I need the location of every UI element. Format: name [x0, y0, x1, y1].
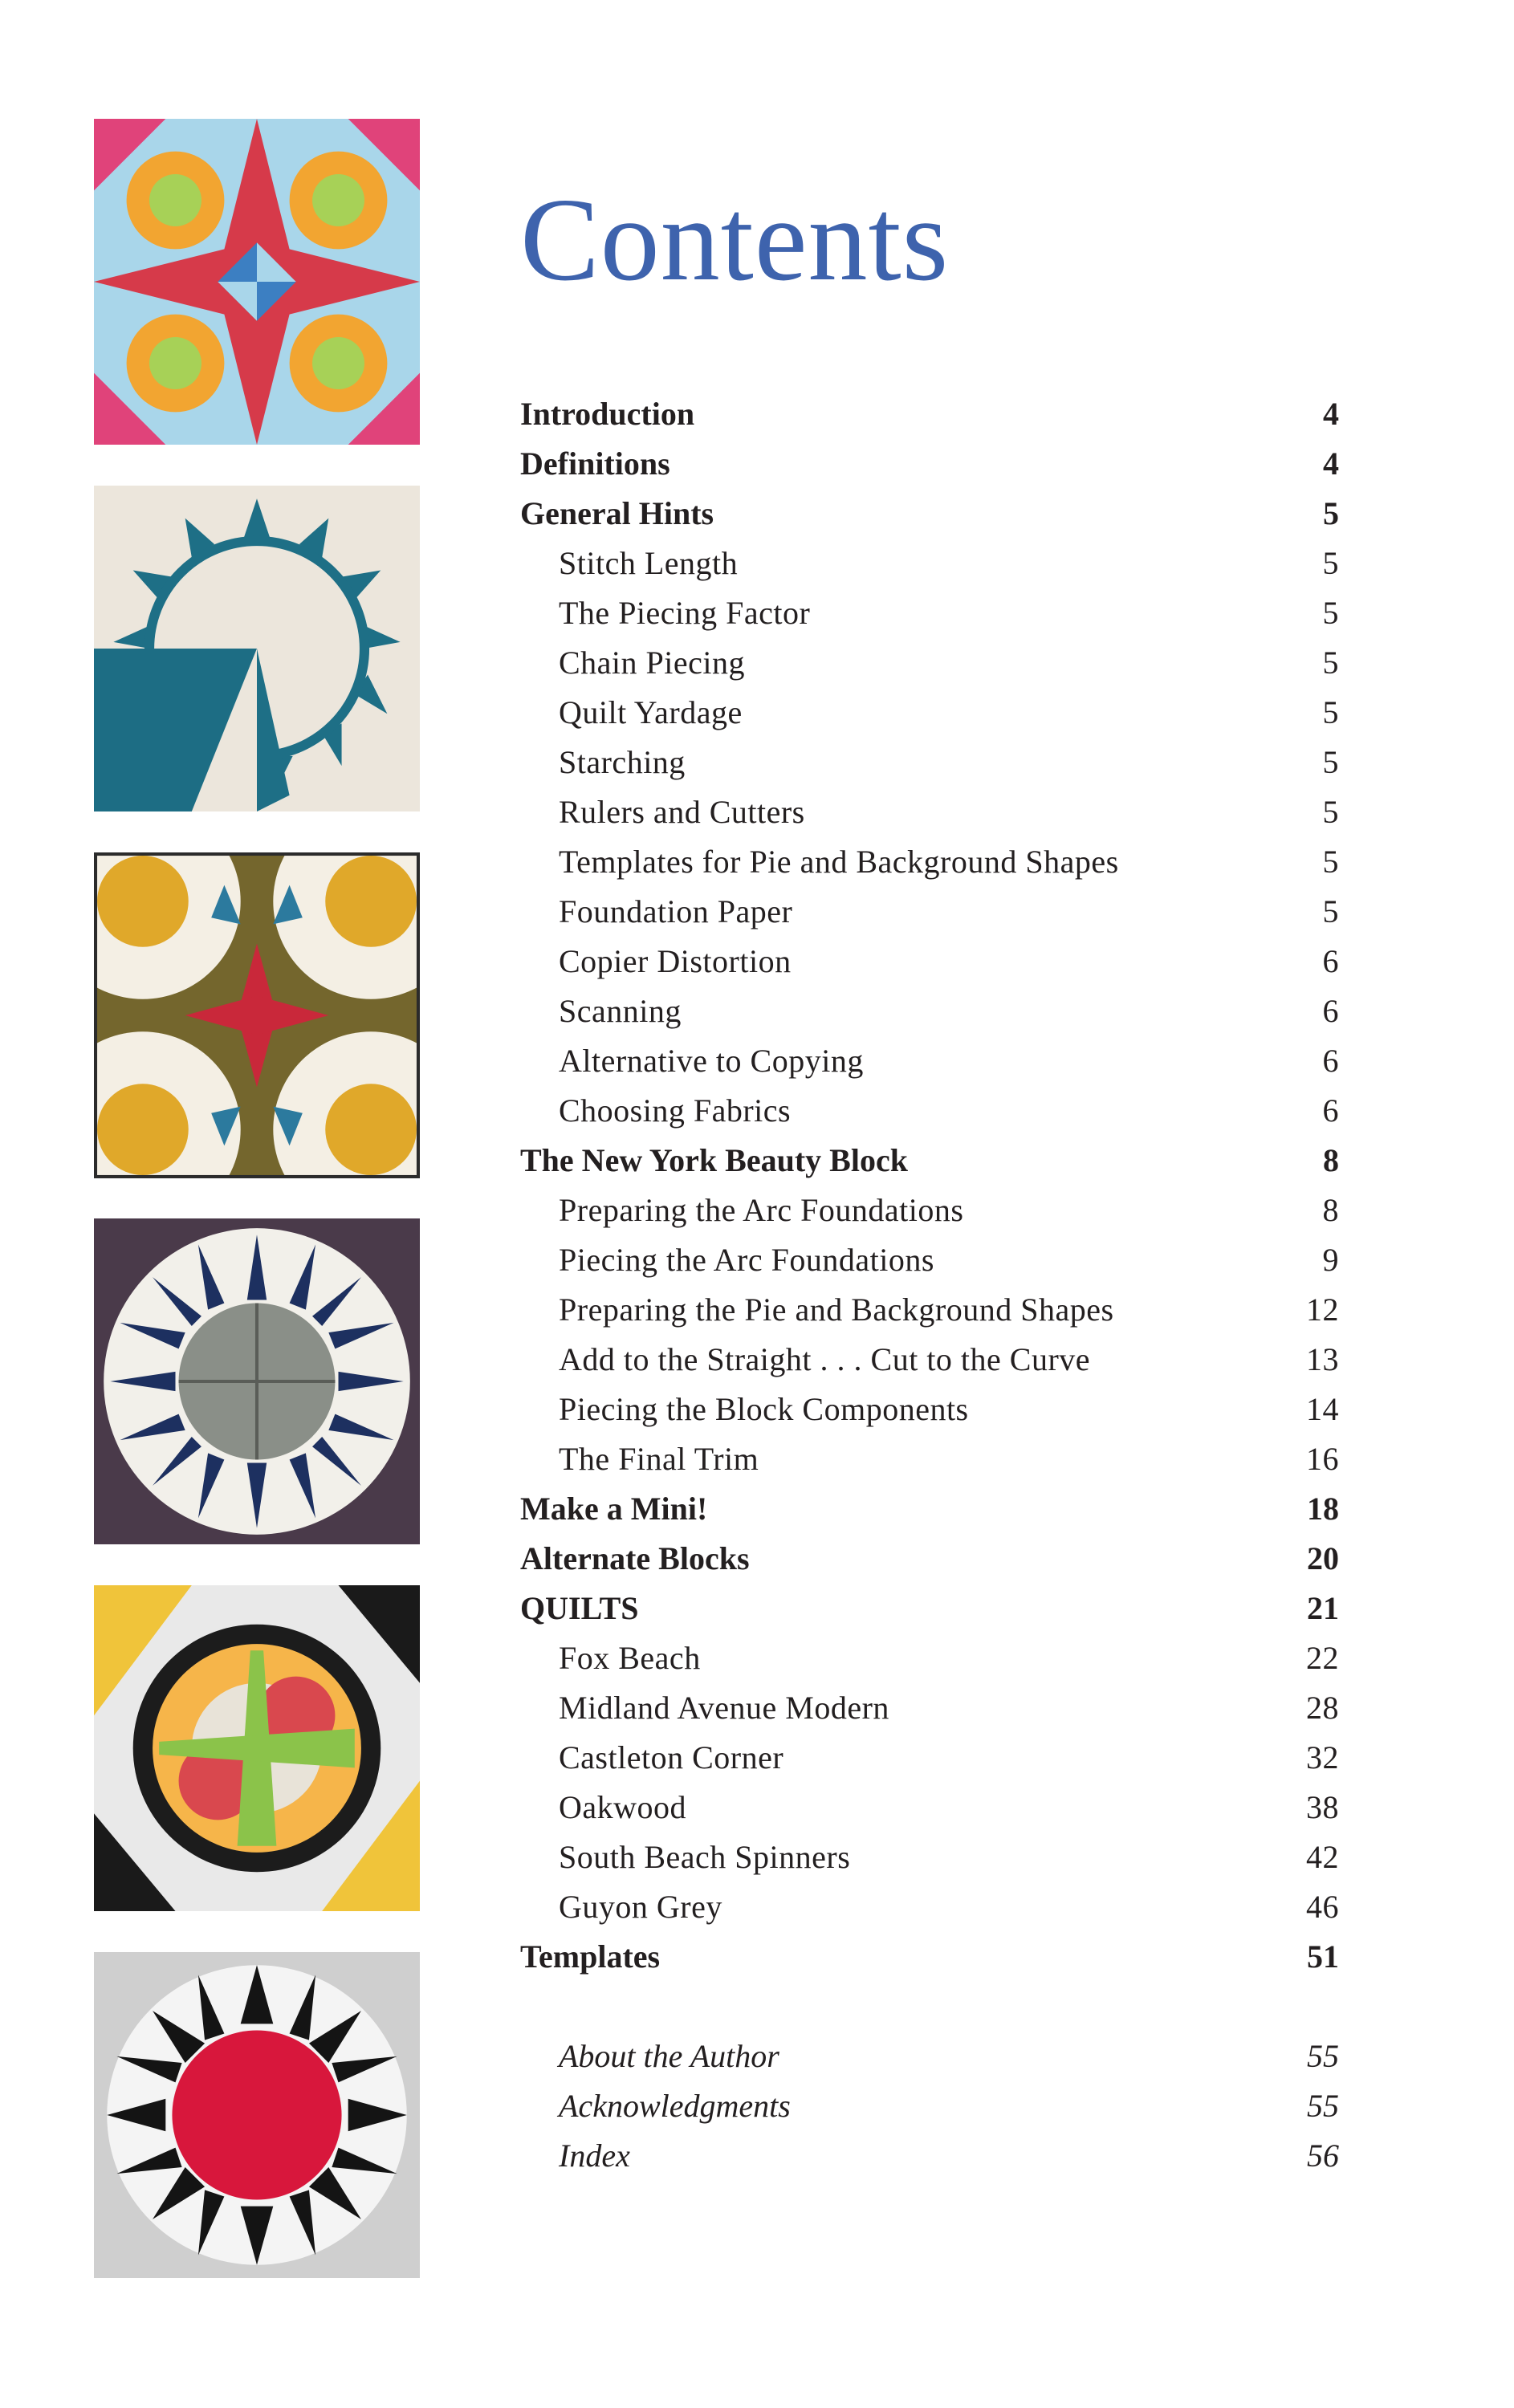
- toc-entry-oakwood[interactable]: [520, 1782, 1339, 1832]
- toc-label: Midland Avenue Modern: [559, 1689, 889, 1726]
- toc-page-number: 28: [1306, 1689, 1339, 1726]
- dot-leader: [805, 1094, 1292, 1126]
- toc-label: Oakwood: [559, 1788, 687, 1825]
- toc-entry-copier-distortion[interactable]: [520, 936, 1339, 986]
- toc-page-number: 5: [1322, 893, 1339, 929]
- toc-page-number: 38: [1306, 1788, 1339, 1825]
- toc-entry-choosing-fabrics[interactable]: [520, 1085, 1339, 1135]
- toc-label: Definitions: [520, 445, 670, 482]
- dot-leader: [709, 397, 1292, 429]
- toc-label: Alternate Blocks: [520, 1540, 750, 1576]
- toc-entry-preparing-arc-foundations[interactable]: [520, 1185, 1339, 1235]
- toc-label: Rulers and Cutters: [559, 793, 805, 830]
- toc-label: Preparing the Pie and Background Shapes: [559, 1291, 1114, 1328]
- dot-leader: [824, 596, 1292, 628]
- toc-page-number: 51: [1307, 1938, 1339, 1975]
- toc-page-number: 14: [1306, 1390, 1339, 1427]
- toc-page-number: 5: [1322, 743, 1339, 780]
- toc-label: Guyon Grey: [559, 1888, 722, 1925]
- toc-label: South Beach Spinners: [559, 1838, 851, 1875]
- toc-page-number: 5: [1323, 494, 1339, 531]
- dot-leader: [978, 1194, 1292, 1226]
- toc-entry-foundation-paper[interactable]: [520, 886, 1339, 936]
- dot-leader: [764, 1542, 1292, 1574]
- toc-label: Acknowledgments: [559, 2087, 791, 2124]
- toc-page-number: 18: [1307, 1490, 1339, 1527]
- toc-label: About the Author: [559, 2037, 779, 2074]
- toc-entry-acknowledgments[interactable]: [520, 2081, 1339, 2130]
- toc-entry-about-the-author[interactable]: [520, 2031, 1339, 2081]
- toc-label: Foundation Paper: [559, 893, 793, 929]
- toc-entry-guyon-grey[interactable]: [520, 1881, 1339, 1931]
- toc-label: Starching: [559, 743, 686, 780]
- navy-mariners-circle-quilt-image: [94, 1218, 420, 1544]
- teal-sawtooth-arc-quilt-image: [94, 486, 420, 811]
- toc-entry-final-trim[interactable]: [520, 1434, 1339, 1483]
- toc-page-number: 6: [1322, 942, 1339, 979]
- toc-page-number: 13: [1306, 1340, 1339, 1377]
- dot-leader: [737, 1890, 1292, 1922]
- toc-label: The New York Beauty Block: [520, 1141, 908, 1178]
- dot-leader: [798, 1741, 1292, 1773]
- toc-page-number: 12: [1306, 1291, 1339, 1328]
- dot-leader: [983, 1393, 1292, 1425]
- dot-leader: [685, 447, 1292, 479]
- toc-entry-midland-avenue-modern[interactable]: [520, 1682, 1339, 1732]
- toc-label: The Piecing Factor: [559, 594, 811, 631]
- dot-leader: [806, 945, 1292, 977]
- toc-label: Scanning: [559, 992, 682, 1029]
- toc-page-number: 6: [1322, 992, 1339, 1029]
- dot-leader: [820, 795, 1292, 828]
- toc-entry-fox-beach[interactable]: [520, 1633, 1339, 1682]
- toc-entry-introduction[interactable]: [520, 388, 1339, 438]
- toc-label: Quilt Yardage: [559, 694, 743, 730]
- dot-leader: [722, 1492, 1292, 1524]
- toc-entry-rulers-and-cutters[interactable]: [520, 787, 1339, 836]
- toc-label: Chain Piecing: [559, 644, 746, 681]
- toc-label: General Hints: [520, 494, 714, 531]
- toc-entry-general-hints[interactable]: [520, 488, 1339, 538]
- toc-entry-index[interactable]: [520, 2130, 1339, 2180]
- compass-star-quilt-image: [94, 119, 420, 445]
- toc-entry-chain-piecing[interactable]: [520, 637, 1339, 687]
- toc-page-number: 5: [1322, 544, 1339, 581]
- dot-leader: [1105, 1343, 1292, 1375]
- dot-leader: [701, 1791, 1292, 1823]
- dot-leader: [700, 746, 1292, 778]
- toc-page-number: 55: [1307, 2087, 1339, 2124]
- toc-entry-quilt-yardage[interactable]: [520, 687, 1339, 737]
- dot-leader: [878, 1044, 1292, 1076]
- toc-page-number: 42: [1306, 1838, 1339, 1875]
- toc-label: Copier Distortion: [559, 942, 792, 979]
- dot-leader: [757, 696, 1292, 728]
- dot-leader: [653, 1592, 1293, 1624]
- toc-label: Piecing the Arc Foundations: [559, 1241, 934, 1278]
- toc-entry-templates-pie-background[interactable]: [520, 836, 1339, 886]
- dot-leader: [794, 2040, 1292, 2072]
- toc-entry-piecing-block-components[interactable]: [520, 1384, 1339, 1434]
- dot-leader: [805, 2089, 1292, 2121]
- dot-leader: [674, 1940, 1292, 1972]
- toc-page-number: 21: [1307, 1589, 1339, 1626]
- dot-leader: [773, 1442, 1292, 1474]
- toc-entry-alternative-to-copying[interactable]: [520, 1035, 1339, 1085]
- toc-page-number: 6: [1322, 1092, 1339, 1129]
- toc-entry-castleton-corner[interactable]: [520, 1732, 1339, 1782]
- toc-page-number: 5: [1322, 644, 1339, 681]
- toc-page-number: 32: [1306, 1739, 1339, 1775]
- dot-leader: [696, 995, 1292, 1027]
- toc-page-number: 46: [1306, 1888, 1339, 1925]
- toc-label: Fox Beach: [559, 1639, 701, 1676]
- toc-entry-piecing-factor[interactable]: [520, 588, 1339, 637]
- dot-leader: [922, 1144, 1292, 1176]
- dot-leader: [728, 497, 1292, 529]
- table-of-contents: [520, 388, 1339, 2180]
- toc-entry-scanning[interactable]: [520, 986, 1339, 1035]
- toc-label: Piecing the Block Components: [559, 1390, 969, 1427]
- toc-entry-definitions[interactable]: [520, 438, 1339, 488]
- toc-entry-alternate-blocks[interactable]: [520, 1533, 1339, 1583]
- toc-page-number: 5: [1322, 793, 1339, 830]
- red-center-star-quilt-image: [94, 1952, 420, 2278]
- toc-label: Add to the Straight . . . Cut to the Curve: [559, 1340, 1091, 1377]
- toc-label: Stitch Length: [559, 544, 739, 581]
- toc-entry-starching[interactable]: [520, 737, 1339, 787]
- toc-entry-stitch-length[interactable]: [520, 538, 1339, 588]
- toc-label: Templates: [520, 1938, 661, 1975]
- toc-page-number: 8: [1322, 1191, 1339, 1228]
- toc-entry-piecing-arc-foundations[interactable]: [520, 1235, 1339, 1284]
- toc-label: Index: [559, 2137, 630, 2174]
- toc-label: Choosing Fabrics: [559, 1092, 792, 1129]
- toc-entry-south-beach-spinners[interactable]: [520, 1832, 1339, 1881]
- toc-page-number: 5: [1322, 694, 1339, 730]
- toc-page-number: 6: [1322, 1042, 1339, 1079]
- toc-label: Introduction: [520, 395, 695, 432]
- toc-page-number: 9: [1322, 1241, 1339, 1278]
- black-white-sunburst-quilt-image: [94, 1585, 420, 1911]
- toc-page-number: 55: [1307, 2037, 1339, 2074]
- dot-leader: [715, 1641, 1292, 1674]
- dot-leader: [865, 1841, 1292, 1873]
- dot-leader: [1133, 845, 1292, 877]
- toc-label: The Final Trim: [559, 1440, 759, 1477]
- toc-page-number: 4: [1323, 395, 1339, 432]
- toc-label: QUILTS: [520, 1589, 639, 1626]
- toc-page-number: 16: [1306, 1440, 1339, 1477]
- toc-label: Preparing the Arc Foundations: [559, 1191, 964, 1228]
- toc-page-number: 8: [1323, 1141, 1339, 1178]
- toc-label: Alternative to Copying: [559, 1042, 864, 1079]
- toc-entry-preparing-pie-background[interactable]: [520, 1284, 1339, 1334]
- toc-label: Make a Mini!: [520, 1490, 708, 1527]
- dot-leader: [949, 1243, 1292, 1275]
- dot-leader: [904, 1691, 1292, 1723]
- dot-leader: [807, 895, 1292, 927]
- toc-page-number: 22: [1306, 1639, 1339, 1676]
- toc-page-number: 4: [1323, 445, 1339, 482]
- toc-page-number: 56: [1307, 2137, 1339, 2174]
- toc-entry-make-a-mini[interactable]: [520, 1483, 1339, 1533]
- dot-leader: [752, 547, 1292, 579]
- toc-label: Templates for Pie and Background Shapes: [559, 843, 1119, 880]
- dot-leader: [759, 646, 1292, 678]
- red-white-pinwheel-quilt-image: [94, 852, 420, 1178]
- toc-page-number: 20: [1307, 1540, 1339, 1576]
- toc-entry-templates[interactable]: [520, 1931, 1339, 1981]
- toc-page-number: 5: [1322, 594, 1339, 631]
- toc-label: Castleton Corner: [559, 1739, 784, 1775]
- dot-leader: [645, 2139, 1292, 2171]
- toc-entry-add-to-straight[interactable]: [520, 1334, 1339, 1384]
- toc-entry-quilts[interactable]: [520, 1583, 1339, 1633]
- dot-leader: [1129, 1293, 1292, 1325]
- toc-spacer: [520, 1981, 1339, 2031]
- toc-entry-new-york-beauty-block[interactable]: [520, 1135, 1339, 1185]
- toc-page-number: 5: [1322, 843, 1339, 880]
- page-title: Contents: [520, 174, 950, 306]
